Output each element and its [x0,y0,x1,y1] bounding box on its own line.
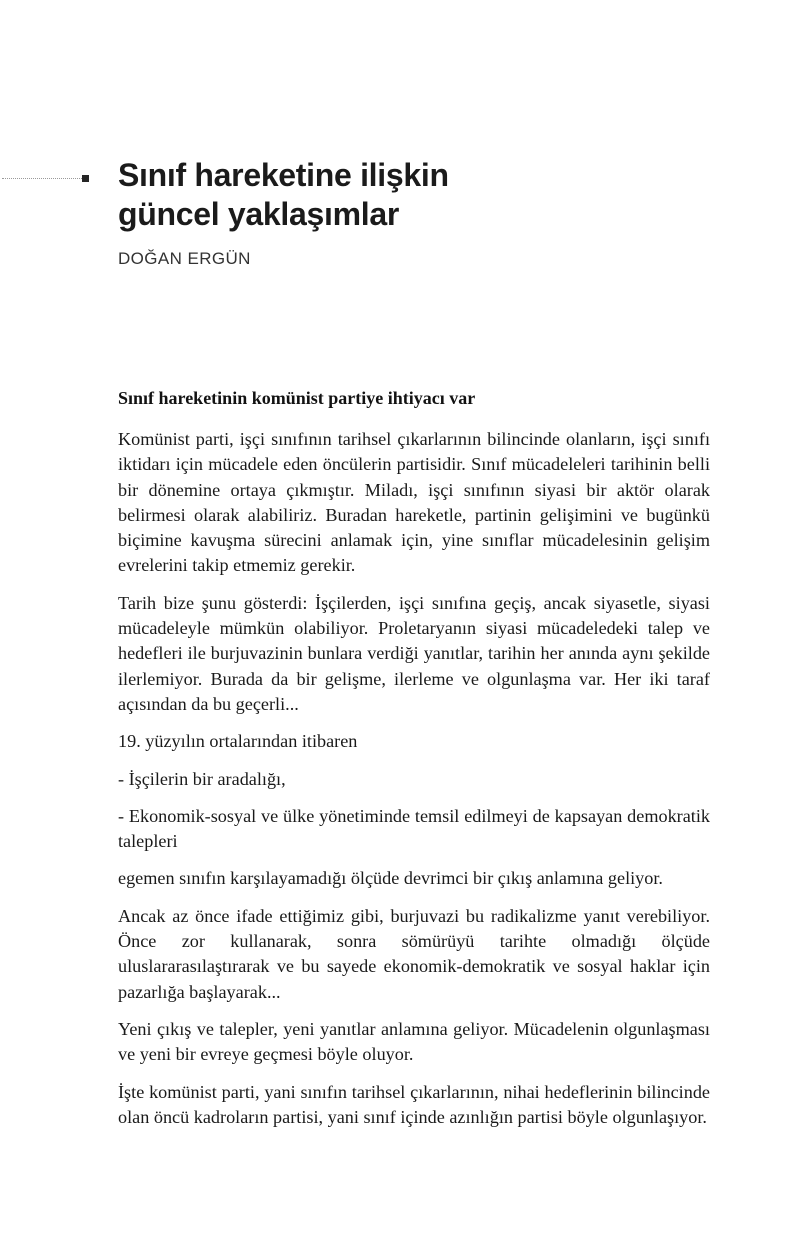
author-byline: DOĞAN ERGÜN [118,249,251,268]
paragraph: - İşçilerin bir aradalığı, [118,768,286,789]
paragraph: İşte komünist parti, yani sınıfın tarihsel çıkarlarının, nihai hedeflerinin bilincinde olan öncü kadroların partisi, yani sınıf içinde azınlığın partisi böyle olgunlaşıyor. [118,1081,710,1127]
section-heading: Sınıf hareketinin komünist partiye ihtiyacı var [118,388,476,408]
paragraph: egemen sınıfın karşılayamadığı ölçüde devrimci bir çıkış anlamına geliyor. [118,868,663,889]
paragraph: Komünist parti, işçi sınıfının tarihsel çıkarlarının bilincinde olanların, işçi sınıfı iktidarı için mücadele eden öncülerin partisidir. Sınıf mücadeleleri tarihinin belli bir dönemine ortaya çıkmıştır. Miladı, işçi sınıfının siyasi bir aktör olarak belirmesi olarak alabiliriz. Buradan hareketle, partinin gelişimini ve bugünkü biçimine kavuşma sürecini anlamak için, yine sınıflar mücadelesinin gelişim evrelerini takip etmemiz gerekir. [118,429,710,576]
paragraph: Yeni çıkış ve talepler, yeni yanıtlar anlamına geliyor. Mücadelenin olgunlaşması ve yeni bir evreye geçmesi böyle oluyor. [118,1018,710,1065]
paragraph: - Ekonomik-sosyal ve ülke yönetiminde temsil edilmeyi de kapsayan demokratik talepleri [118,805,710,852]
title-block [118,156,718,270]
header-square-marker [82,175,89,182]
header-dotted-rule [2,178,82,179]
paragraph: Tarih bize şunu gösterdi: İşçilerden, işçi sınıfına geçiş, ancak siyasetle, siyasi mücadeleyle mümkün olabiliyor. Proletaryanın siyasi mücadeledeki talep ve hedefleri ile burjuvazinin bunlara verdiği yanıtlar, tarihin her anında aynı şekilde ilerlemiyor. Burada da bir gelişme, ilerleme ve olgunlaşma var. Her iki taraf açısından da bu geçerli... [118,592,710,714]
page-title [118,156,718,234]
page-title-line-2: güncel yaklaşımlar [118,196,399,232]
article-body [118,386,710,1130]
paragraph: 19. yüzyılın ortalarından itibaren [118,731,358,752]
page-title-line-1: Sınıf hareketine ilişkin [118,157,449,193]
paragraph: Ancak az önce ifade ettiğimiz gibi, burjuvazi bu radikalizme yanıt verebiliyor. Önce zor kullanarak, sonra sömürüyü tarihte olmadığı ölçüde uluslararasılaştırarak ve bu sayede ekonomik-demokratik ve sosyal haklar için pazarlığa başlayarak... [118,905,710,1002]
